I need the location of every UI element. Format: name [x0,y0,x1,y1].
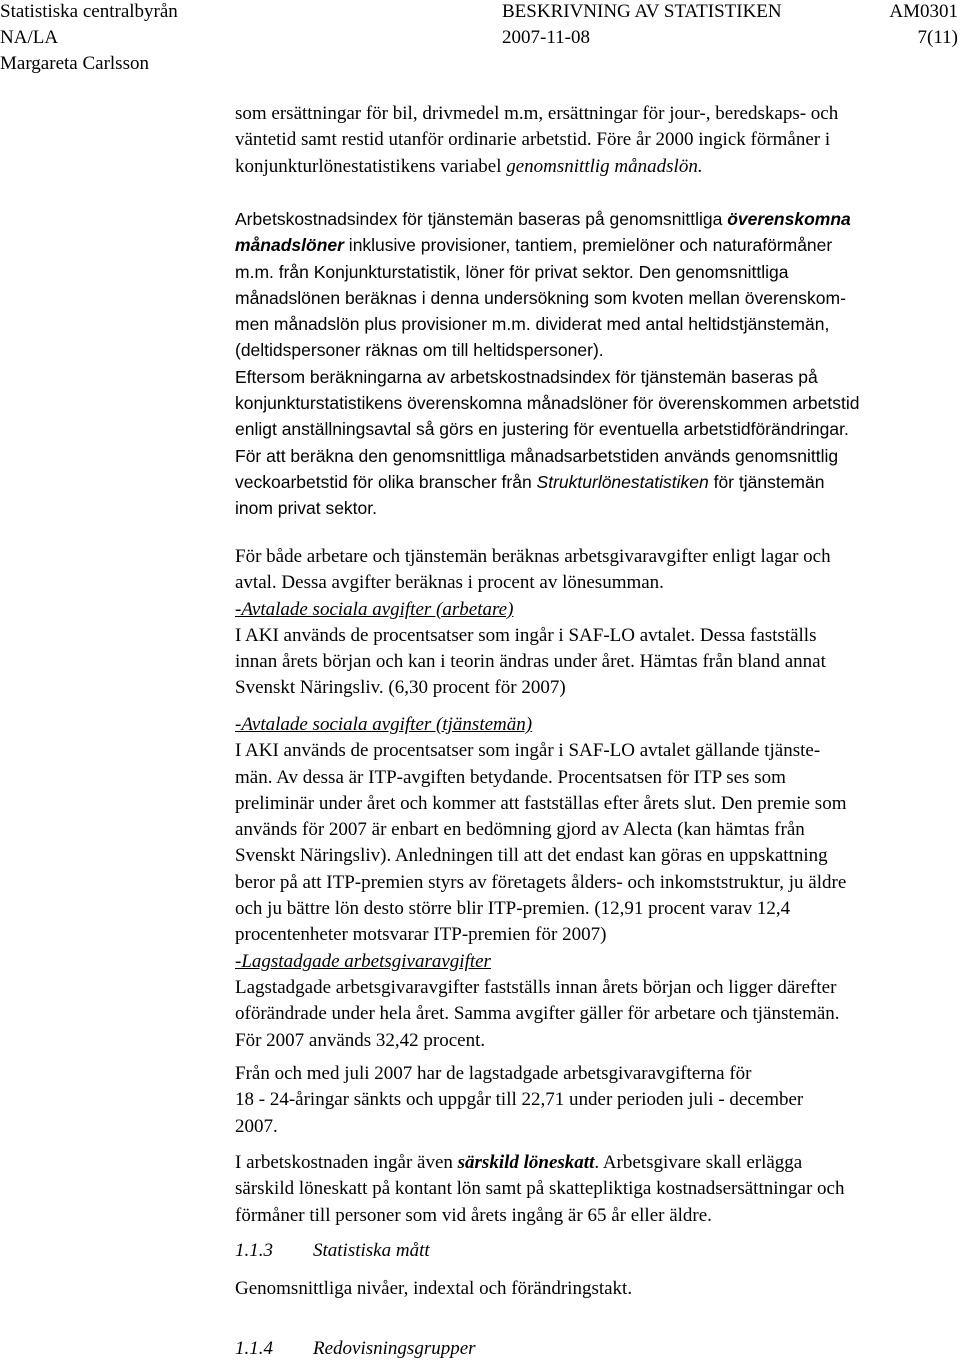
subheading-avtalade-arbetare: -Avtalade sociala avgifter (arbetare) [235,598,514,620]
paragraph-measures: Genomsnittliga nivåer, indextal och förändringstakt. [235,1278,633,1299]
header-author: Margareta Carlsson [0,53,149,74]
paragraph-salaried-index: Arbetskostnadsindex för tjänstemän baseras på genomsnittliga överenskomna månadslöner inklusive provisioner, tantiem, premielöner och naturaförmåner m.m. från Konjunkturstatistik, löner för privat sektor. Den genomsnittliga månadslönen beräknas i denna undersökning som kvoten mellan överenskom- men månadslön plus provisioner m.m. dividerat med antal heltidstjänstemän, (deltidspersoner räknas om till heltidspersoner). Eftersom beräkningarna av arbetskostnadsindex för tjänstemän baseras på konjunkturstatistikens överenskomna månadslöner för överenskommen arbetstid enligt anställningsavtal så görs en justering för eventuella arbetstidförändringar. För att beräkna den genomsnittliga månadsarbetstiden används genomsnittlig veckoarbetstid för olika branscher från Strukturlönestatistiken för tjänstemän inom privat sektor. [235,209,860,519]
header-org: Statistiska centralbyrån [0,1,178,22]
subheading-lagstadgade: -Lagstadgade arbetsgivaravgifter [235,950,491,972]
header-page-number: 7(11) [917,27,958,48]
paragraph-employer-fees: För både arbetare och tjänstemän beräknas arbetsgivaravgifter enligt lagar och avtal. Dessa avgifter beräknas i procent av lönesumman. -Avtalade sociala avgifter (arbetare) I AKI används de procentsatser som ingår i SAF-LO avtalet. Dessa fastställs innan årets början och kan i teorin ändras under året. Hämtas från bland annat Svenskt Näringsliv. (6,30 procent för 2007) [235,544,947,702]
paragraph-special-tax: I arbetskostnaden ingår även särskild löneskatt. Arbetsgivare skall erlägga särskild löneskatt på kontant lön samt på skattepliktiga kostnadsersättningar och förmåner till personer som vid årets ingång är 65 år eller äldre. [235,1152,845,1226]
section-heading-114: 1.1.4 Redovisningsgrupper [235,1338,476,1359]
header-doc-code: AM0301 [889,1,958,22]
section-heading-113: 1.1.3 Statistiska mått [235,1240,430,1261]
paragraph-benefits: som ersättningar för bil, drivmedel m.m, ersättningar för jour-, beredskaps- och väntetid samt restid utanför ordinarie arbetstid. Före år 2000 ingick förmåner i konjunkturlönestatistikens variabel genomsnittlig månadslön. [235,103,839,177]
header-doc-type: BESKRIVNING AV STATISTIKEN [502,1,782,22]
subheading-avtalade-tjansteman: -Avtalade sociala avgifter (tjänstemän) [235,714,533,735]
paragraph-youth-fees: Från och med juli 2007 har de lagstadgade arbetsgivaravgifterna för 18 - 24-åringar sänkts och uppgår till 22,71 under perioden juli - december 2007. [235,1063,804,1137]
paragraph-salaried-fees: -Avtalade sociala avgifter (tjänstemän) I AKI används de procentsatser som ingår i SAF-LO avtalet gällande tjänste- män. Av dessa är ITP-avgiften betydande. Procentsatsen för ITP ses som preliminär under året och kommer att fastställas efter årets slut. Den premie som används för 2007 är enbart en bedömning gjord av Alecta (kan hämtas från Svenskt Näringsliv). Anledningen till att det endast kan göras en uppskattning beror på att ITP-premien styrs av företagets ålders- och inkomststruktur, ju äldre och ju bättre lön desto större blir ITP-premien. (12,91 procent varav 12,4 procentenheter motsvarar ITP-premien för 2007) -Lagstadgade arbetsgivaravgifter Lagstadgade arbetsgivaravgifter fastställs innan årets början och ligger därefter oförändrade under hela året. Samma avgifter gäller för arbetare och tjänstemän. För 2007 används 32,42 procent. [235,712,947,1054]
header-date: 2007-11-08 [502,27,590,48]
header-unit: NA/LA [0,27,59,48]
